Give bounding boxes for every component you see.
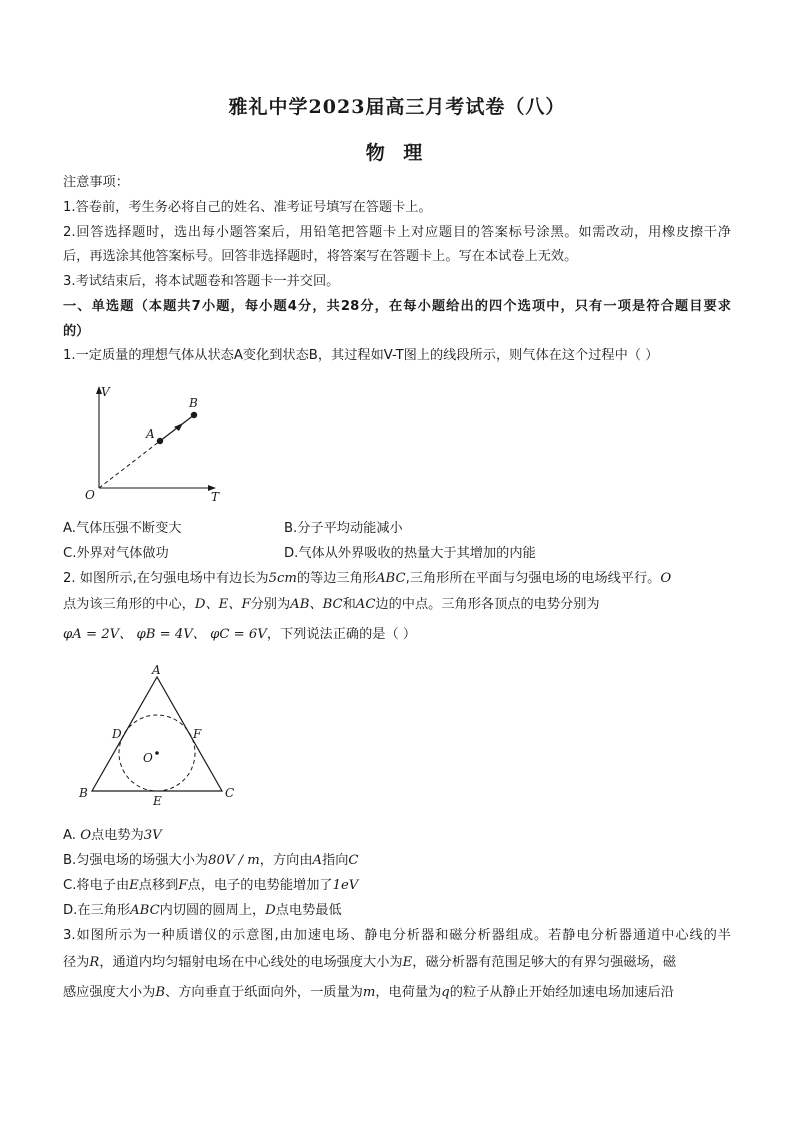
label-c: C [225,786,235,800]
q1-stem: 1.一定质量的理想气体从状态A变化到状态B，其过程如V-T图上的线段所示，则气体在这个过程中（ ） [63,348,659,363]
q2-line-2: 点为该三角形的中心，D、E、F分别为AB、BC和AC边的中点。三角形各顶点的电势分别为 [63,597,600,612]
section-heading: 一、单选题（本题共7小题，每小题4分，共28分，在每小题给出的四个选项中，只有一项是符合题目要求 [63,299,731,314]
q1-option-d: D.气体从外界吸收的热量大于其增加的内能 [284,546,536,561]
q3-line-3: 感应强度大小为B、方向垂直于纸面向外，一质量为m，电荷量为q的粒子从静止开始经加速电场加速后沿 [63,985,674,1000]
q2-option-b: B.匀强电场的场强大小为80V / m，方向由A指向C [63,853,359,868]
q3-line-1: 3.如图所示为一种质谱仪的示意图,由加速电场、静电分析器和磁分析器组成。若静电分析器通道中心线的半 [63,928,731,943]
label-v: V [101,385,110,399]
q1-option-a: A.气体压强不断变大 [63,521,182,536]
notice-item-3: 3.考试结束后，将本试题卷和答题卡一并交回。 [63,274,340,289]
notice-item-2: 2.回答选择题时，选出每小题答案后，用铅笔把答题卡上对应题目的答案标号涂黑。如需改动，用橡皮擦干净 [63,225,731,240]
point-a [157,438,163,444]
q2-line-1: 2. 如图所示,在匀强电场中有边长为5cm的等边三角形ABC,三角形所在平面与匀强电场的电场线平行。O [63,571,672,586]
label-o: O [143,751,153,765]
label-e: E [153,794,162,808]
q2-triangle-figure [72,660,252,810]
q1-option-b: B.分子平均动能减小 [284,521,403,536]
q2-option-d: D.在三角形ABC内切圆的圆周上，D点电势最低 [63,903,342,918]
label-o: O [85,488,95,502]
label-a: A [146,427,155,441]
dashed-extension [99,441,160,488]
notice-item-1: 1.答卷前，考生务必将自己的姓名、准考证号填写在答题卡上。 [63,200,432,215]
q1-option-c: C.外界对气体做功 [63,546,169,561]
center-o [155,751,159,755]
q2-option-c: C.将电子由E点移到F点，电子的电势能增加了1eV [63,878,359,893]
label-a: A [152,663,161,677]
point-b [191,412,197,418]
label-d: D [112,727,122,741]
label-b: B [189,396,198,410]
label-f: F [193,727,202,741]
section-heading-cont: 的） [63,324,90,339]
notice-heading: 注意事项： [63,175,129,190]
label-t: T [211,490,220,502]
q3-line-2: 径为R，通道内均匀辐射电场在中心线处的电场强度大小为E，磁分析器有范围足够大的有界匀强磁场，磁 [63,955,677,970]
exam-subject: 物 理 [365,142,429,164]
q2-line-3: φA = 2V、 φB = 4V、 φC = 6V，下列说法正确的是（ ） [63,627,417,642]
label-b: B [79,786,88,800]
q1-vt-graph [78,380,238,502]
notice-item-2-cont: 后，再选涂其他答案标号。回答非选择题时，将答案写在答题卡上。写在本试卷上无效。 [63,249,578,264]
q2-option-a: A. O点电势为3V [63,828,162,843]
exam-title: 雅礼中学2023届高三月考试卷（八） [228,96,566,118]
